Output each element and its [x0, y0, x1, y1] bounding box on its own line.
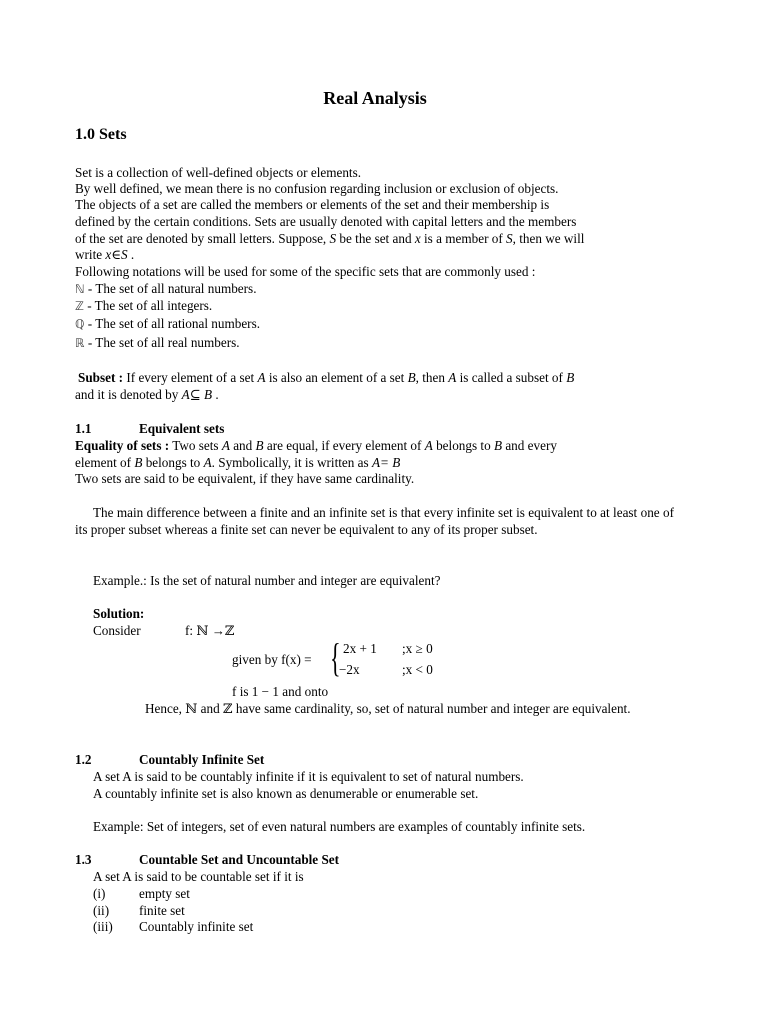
subset-definition-line-2: and it is denoted by A⊆ B .	[75, 387, 219, 402]
notation-item: ℕ - The set of all natural numbers.	[75, 281, 257, 296]
list-item-number: (ii)	[93, 903, 110, 918]
consider-label: Consider	[93, 623, 141, 638]
membership-expression: x∈S	[105, 247, 128, 262]
page-title: Real Analysis	[323, 88, 427, 108]
sets-paragraph-4: Following notations will be used for some of the specific sets that are commonly used :	[75, 264, 536, 279]
case-1-condition: ;x ≥ 0	[402, 641, 433, 656]
sets-paragraph-2: By well defined, we mean there is no confusion regarding inclusion or exclusion of objects.	[75, 181, 559, 196]
sets-paragraph-3c: of the set are denoted by small letters. Suppose, S be the set and x is a member of S, then we will	[75, 231, 585, 246]
section-heading-countably-infinite: Countably Infinite Set	[139, 752, 265, 767]
section-number-1-1: 1.1	[75, 421, 92, 436]
section-heading-countable-set: Countable Set and Uncountable Set	[139, 852, 340, 867]
sets-paragraph-3b: defined by the certain conditions. Sets are usually denoted with capital letters and the members	[75, 214, 577, 229]
countably-infinite-definition: A set A is said to be countably infinite if it is equivalent to set of natural numbers.	[93, 769, 524, 784]
list-item: Countably infinite set	[139, 919, 254, 934]
list-item: empty set	[139, 886, 190, 901]
set-symbol: ℚ	[75, 317, 85, 331]
sets-paragraph-3a: The objects of a set are called the members or elements of the set and their membership is	[75, 197, 550, 212]
equality-expression: A= B	[371, 455, 401, 470]
subset-definition-line-1: Subset : If every element of a set A is also an element of a set B, then A is called a subset of B	[78, 370, 575, 385]
hence-conclusion: Hence, ℕ and ℤ have same cardinality, so, set of natural number and integer are equivalent.	[145, 701, 631, 716]
section-number-1-2: 1.2	[75, 752, 92, 767]
notation-item: ℚ - The set of all rational numbers.	[75, 316, 260, 331]
set-symbol: ℤ	[75, 299, 84, 313]
section-number-1-3: 1.3	[75, 852, 92, 867]
list-item-number: (iii)	[93, 919, 113, 934]
notation-item: ℝ - The set of all real numbers.	[75, 335, 240, 350]
case-1-expression: 2x + 1	[343, 641, 377, 656]
piecewise-brace: {	[330, 635, 341, 680]
denumerable-note: A countably infinite set is also known as denumerable or enumerable set.	[93, 786, 479, 801]
countably-infinite-example: Example: Set of integers, set of even natural numbers are examples of countably infinite sets.	[93, 819, 586, 834]
set-symbol: ℕ	[75, 282, 85, 296]
set-symbol: ℝ	[75, 336, 85, 350]
sets-paragraph-1: Set is a collection of well-defined objects or elements.	[75, 165, 362, 180]
notation-item: ℤ - The set of all integers.	[75, 298, 213, 313]
list-item-number: (i)	[93, 886, 106, 901]
case-2-expression: −2x	[339, 662, 360, 677]
subset-expression: A⊆ B	[181, 387, 213, 402]
given-by-label: given by f(x) =	[232, 652, 312, 667]
finite-infinite-paragraph: The main difference between a finite and an infinite set is that every infinite set is equivalent to at least one of its proper subset whereas a finite set can never be equivalent to any of its proper subset.	[75, 505, 674, 537]
section-heading-equivalent-sets: Equivalent sets	[139, 421, 225, 436]
section-heading-sets: 1.0 Sets	[75, 126, 127, 143]
solution-label: Solution:	[93, 606, 145, 621]
equality-line-2: element of B belongs to A. Symbolically, it is written as A= B	[75, 455, 401, 470]
case-2-condition: ;x < 0	[402, 662, 433, 677]
list-item: finite set	[139, 903, 185, 918]
countable-definition: A set A is said to be countable set if it is	[93, 869, 304, 884]
example-question: Example.: Is the set of natural number and integer are equivalent?	[93, 573, 441, 588]
sets-paragraph-3d: write x∈S .	[75, 247, 135, 262]
equality-line-1: Equality of sets : Two sets A and B are equal, if every element of A belongs to B and every	[75, 438, 557, 453]
equivalent-definition: Two sets are said to be equivalent, if they have same cardinality.	[75, 471, 415, 486]
one-one-onto: f is 1 − 1 and onto	[232, 684, 329, 699]
function-mapping: f: ℕ →ℤ	[185, 623, 235, 638]
